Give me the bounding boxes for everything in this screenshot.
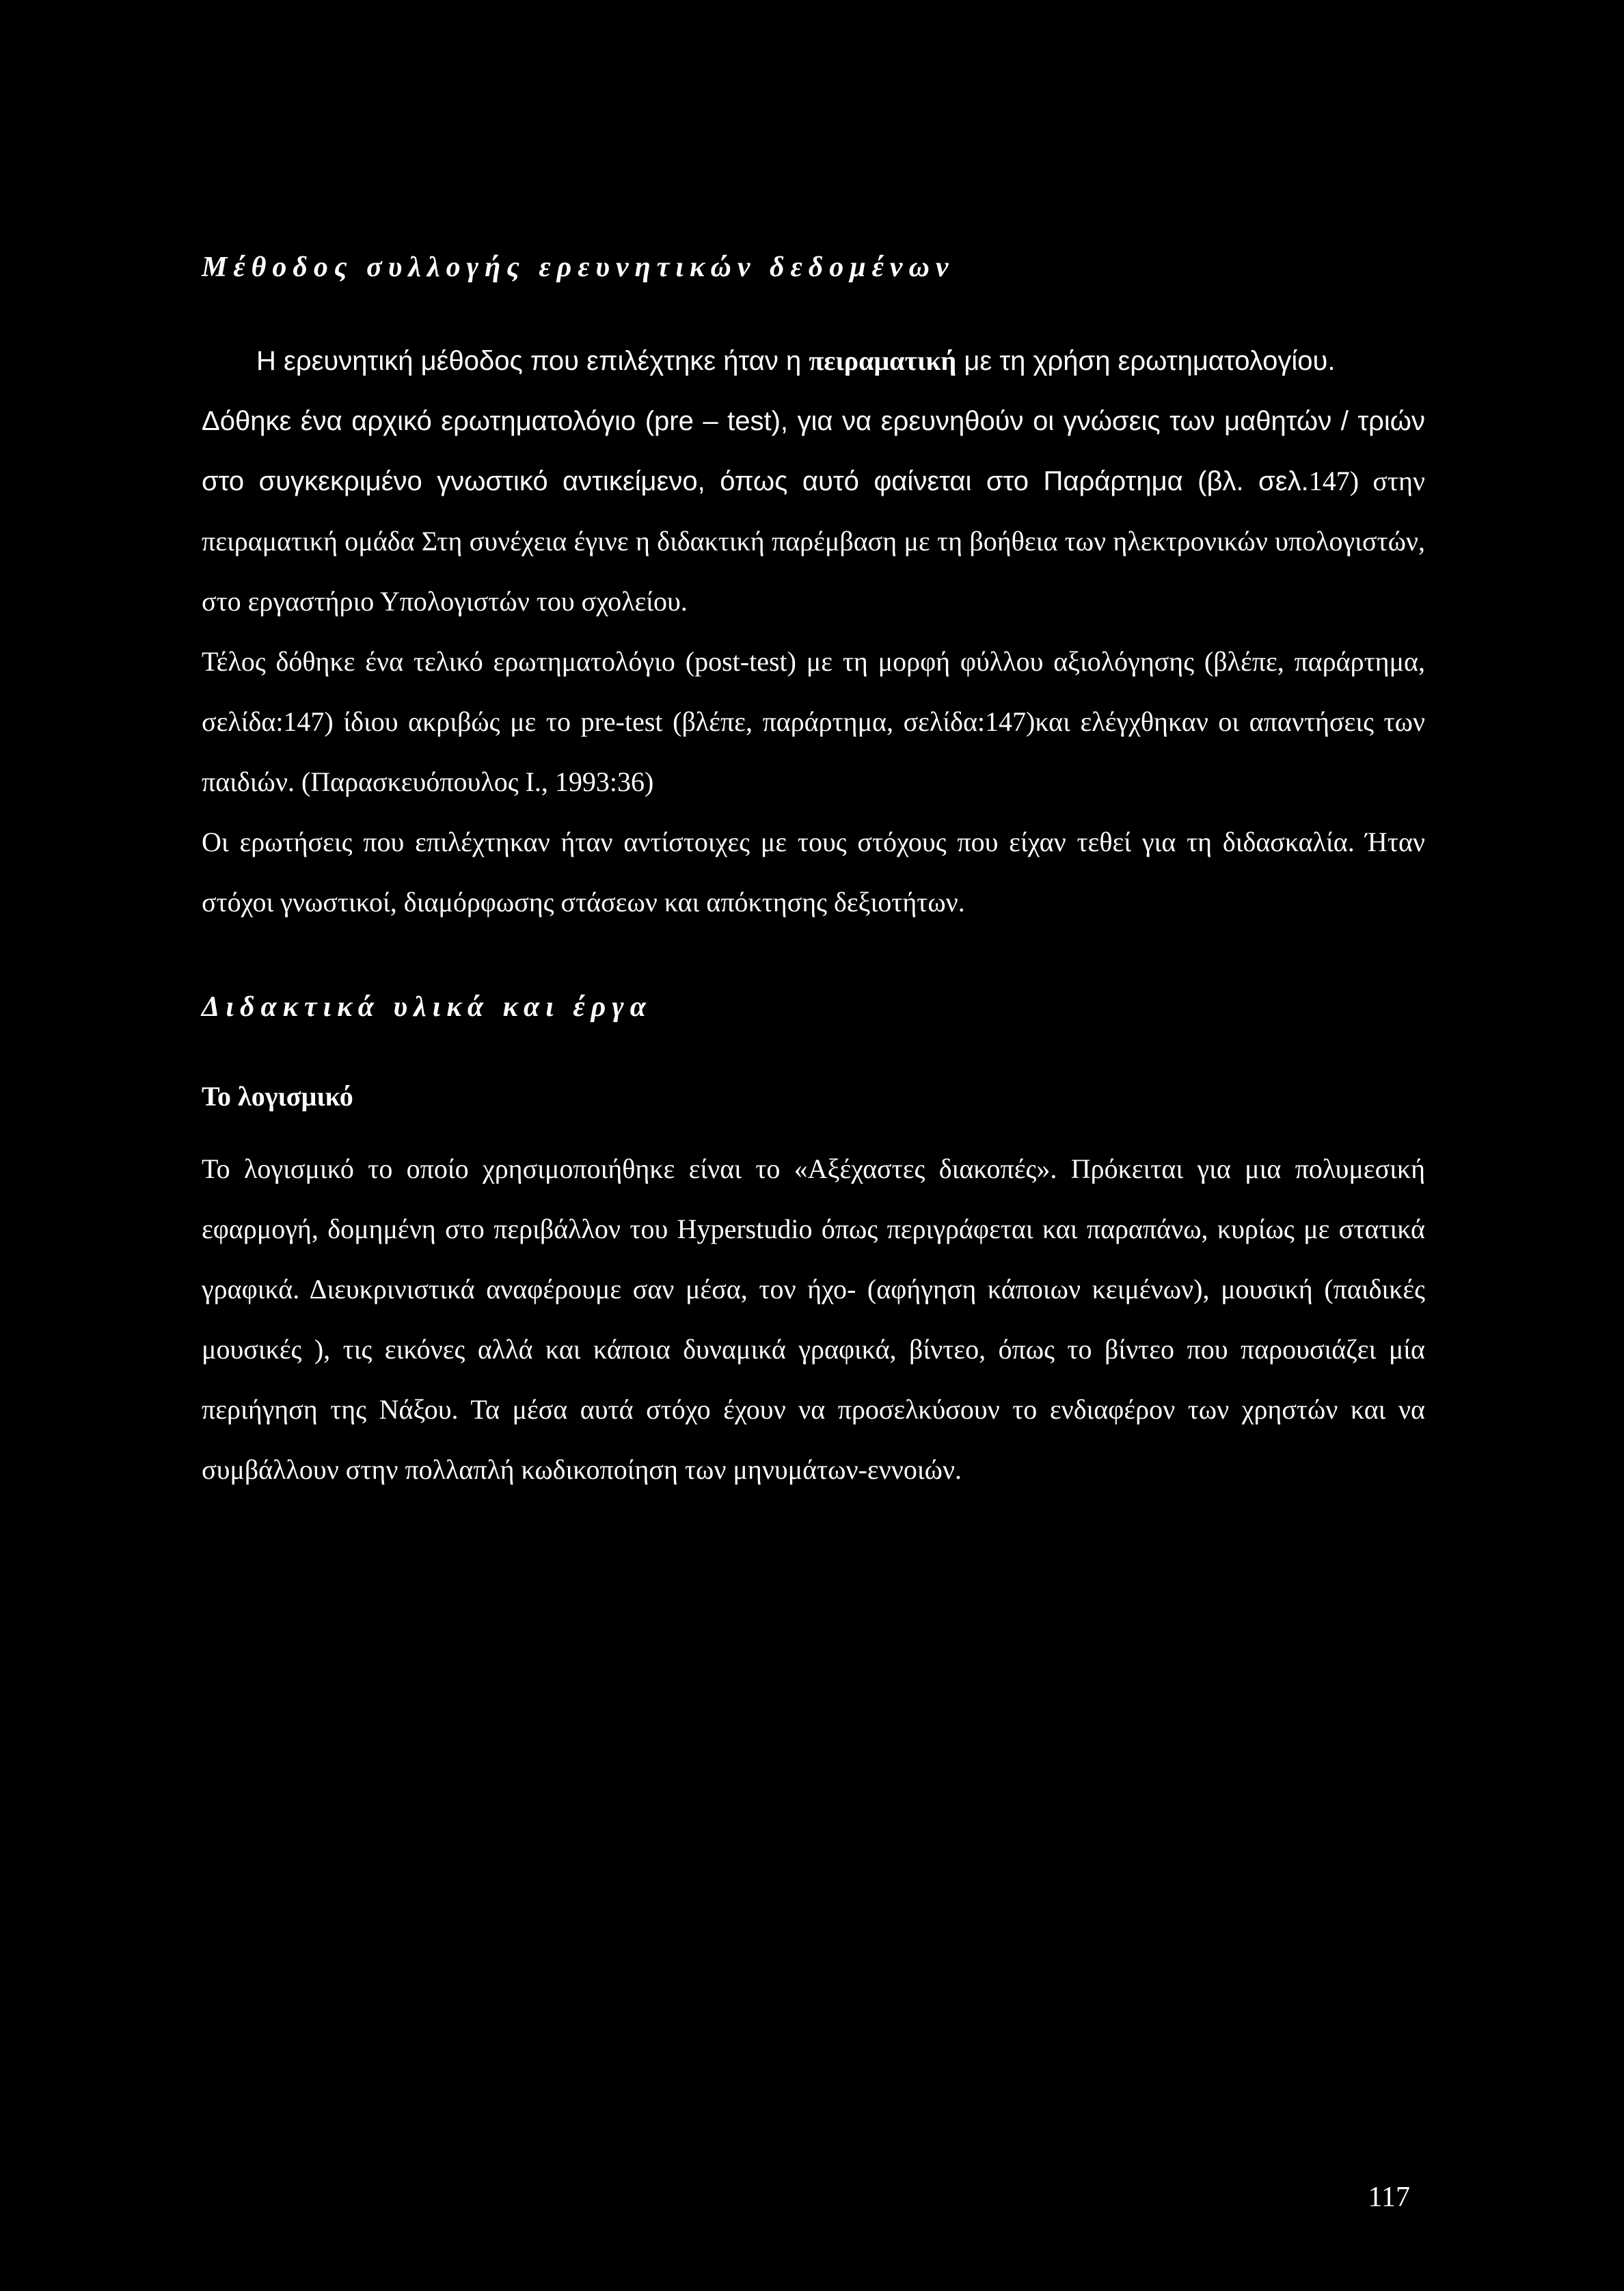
- paragraph-method-bold: πειραματική: [809, 345, 957, 376]
- paragraph-method-text-1: Η ερευνητική μέθοδος που επιλέχτηκε ήταν η: [256, 346, 809, 376]
- section-heading-methodology: Μέθοδος συλλογής ερευνητικών δεδομένων: [202, 252, 955, 283]
- section-heading-materials: Διδακτικά υλικά και έργα: [202, 991, 652, 1023]
- page-number: 117: [1368, 2182, 1410, 2213]
- paragraph-questions: Οι ερωτήσεις που επιλέχτηκαν ήταν αντίστοιχες με τους στόχους που είχαν τεθεί για τη διδασκαλία. Ήταν στόχοι γνωστικοί, διαμόρφωσης στάσεων και απόκτησης δεξιοτήτων.: [202, 827, 1425, 917]
- paragraph-pretest-text-2: 147) στην πειραματική ομάδα Στη συνέχεια έγινε η διδακτική παρέμβαση με τη βοήθεια των ηλεκτρονικών υπολογιστών, στο εργαστήριο Υπολογιστών του σχολείου.: [202, 466, 1425, 617]
- document-page: [202, 246, 1425, 1500]
- paragraph-pretest: [202, 391, 1425, 632]
- subheading-software: Το λογισμικό: [202, 1081, 353, 1112]
- paragraph-pretest-text-1: Δόθηκε ένα αρχικό ερωτηματολόγιο (pre – test), για να ερευνηθούν οι γνώσεις των μαθητών / τριών στο συγκεκριμένο γνωστικό αντικείμενο, όπως αυτό φαίνεται στο Παράρτημα (βλ. σελ.: [202, 406, 1425, 496]
- paragraph-method: [202, 331, 1425, 391]
- paragraph-software: Το λογισμικό το οποίο χρησιμοποιήθηκε είναι το «Αξέχαστες διακοπές». Πρόκειται για μια πολυμεσική εφαρμογή, δομημένη στο περιβάλλον του Hyperstudio όπως περιγράφεται και παραπάνω, κυρίως με στατικά γραφικά. Διευκρινιστικά αναφέρουμε σαν μέσα, τον ήχο- (αφήγηση κάποιων κειμένων), μουσική (παιδικές μουσικές ), τις εικόνες αλλά και κάποια δυναμικά γραφικά, βίντεο, όπως το βίντεο που παρουσιάζει μία περιήγηση της Νάξου. Τα μέσα αυτά στόχο έχουν να προσελκύσουν το ενδιαφέρον των χρηστών και να συμβάλλουν στην πολλαπλή κωδικοποίηση των μηνυμάτων-εννοιών.: [202, 1153, 1425, 1485]
- paragraph-method-text-2: με τη χρήση ερωτηματολογίου.: [956, 346, 1336, 376]
- paragraph-posttest: Τέλος δόθηκε ένα τελικό ερωτηματολόγιο (post-test) με τη μορφή φύλλου αξιολόγησης (βλέπε, παράρτημα, σελίδα:147) ίδιου ακριβώς με το pre-test (βλέπε, παράρτημα, σελίδα:147)και ελέγχθηκαν οι απαντήσεις των παιδιών. (Παρασκευόπουλος Ι., 1993:36): [202, 646, 1425, 797]
